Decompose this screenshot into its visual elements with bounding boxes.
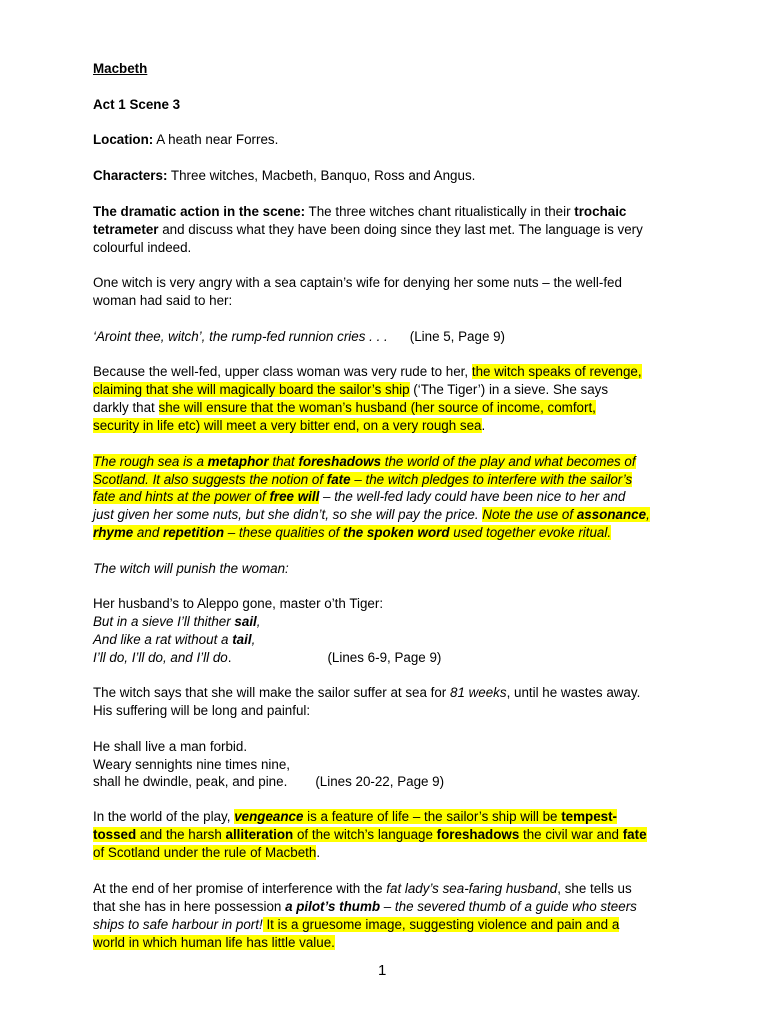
verse-1-line-4 <box>93 649 441 667</box>
term-free-will: free will <box>269 489 320 504</box>
text-run: – the well-fed lady could have been nice to her and <box>319 489 626 504</box>
highlight: It also suggests the notion of <box>148 472 327 487</box>
text-run: (‘The Tiger’) in a sieve. She says <box>409 382 609 397</box>
text-run: , <box>251 632 256 647</box>
text-run: And like a rat without a <box>93 632 233 647</box>
highlight: , <box>646 507 650 522</box>
highlight: – these qualities of <box>224 525 344 540</box>
highlight: world in which human life has little value. <box>93 935 335 950</box>
paragraph-2-line-1: One witch is very angry with a sea captain’s wife for denying her some nuts – the well-fed <box>93 275 622 290</box>
highlight: fate and hints at the power of <box>93 489 270 504</box>
document-title: Macbeth <box>93 61 148 76</box>
characters-line <box>93 167 475 185</box>
text-run: – the severed thumb of a guide who steers <box>380 899 637 914</box>
text-run: , she tells us <box>557 881 632 896</box>
dramatic-line-1 <box>93 203 626 221</box>
paragraph-4-line-2 <box>93 471 632 489</box>
text-run: The three witches chant ritualistically in their <box>305 204 575 219</box>
paragraph-4-line-1 <box>93 453 636 471</box>
verse-1-line-2 <box>93 613 261 631</box>
term-fate: fate <box>622 827 647 842</box>
paragraph-7-line-3 <box>93 844 320 862</box>
highlight: of Scotland under the rule of Macbeth <box>93 845 317 860</box>
quote-1 <box>93 328 505 346</box>
highlight: claiming that she will magically board the sailor’s ship <box>93 382 410 397</box>
paragraph-8-line-3 <box>93 916 619 934</box>
text-run: , until he wastes away. <box>506 685 641 700</box>
text-run: Because the well-fed, upper class woman was very rude to her, <box>93 364 472 379</box>
term-metaphor: metaphor <box>207 454 269 469</box>
paragraph-6-line-2: His suffering will be long and painful: <box>93 703 311 718</box>
rhyme-tail: tail <box>232 632 252 647</box>
text-run: At the end of her promise of interference with the <box>93 881 387 896</box>
text-run: In the world of the play, <box>93 809 235 824</box>
verse-2-reference: (Lines 20-22, Page 9) <box>315 774 445 789</box>
highlight: the civil war and <box>519 827 623 842</box>
paragraph-4-line-5 <box>93 524 611 542</box>
term-tossed: tossed <box>93 827 137 842</box>
highlight: It is a gruesome image, suggesting violence and pain and a <box>262 917 620 932</box>
quote-reference: (Line 5, Page 9) <box>409 329 506 344</box>
text-run: . <box>316 845 321 860</box>
term-assonance: assonance <box>576 507 647 522</box>
text-run: I’ll do, I’ll do, and I’ll do <box>93 650 228 665</box>
highlight: – the witch pledges to interfere with the sailor’s <box>350 472 633 487</box>
highlight: the witch speaks of revenge, <box>471 364 642 379</box>
text-run: fat lady’s sea-faring husband <box>386 881 558 896</box>
paragraph-3-line-4 <box>93 417 485 435</box>
verse-1-line-3 <box>93 631 255 649</box>
paragraph-5: The witch will punish the woman: <box>93 561 289 576</box>
location-label: Location: <box>93 132 154 147</box>
paragraph-7-line-1 <box>93 808 617 826</box>
characters-label: Characters: <box>93 168 168 183</box>
text-run: and discuss what they have been doing since they last met. The language is very <box>158 222 643 237</box>
text-run: . <box>227 650 232 665</box>
text-run: The witch says that she will make the sailor suffer at sea for <box>93 685 450 700</box>
highlight: security in life etc) will meet a very bitter end, on a very rough sea <box>93 418 482 433</box>
verse-2-line-2: Weary sennights nine times nine, <box>93 757 290 772</box>
paragraph-7-line-2 <box>93 826 647 844</box>
text-run: shall he dwindle, peak, and pine. <box>93 774 288 789</box>
term-tempest: tempest- <box>561 809 618 824</box>
dramatic-line-2 <box>93 221 643 239</box>
highlight: Scotland. <box>93 472 149 487</box>
text-run: darkly that <box>93 400 159 415</box>
scene-heading: Act 1 Scene 3 <box>93 97 181 112</box>
paragraph-6-line-1 <box>93 684 640 702</box>
term-tetrameter: tetrameter <box>93 222 159 237</box>
paragraph-8-line-2 <box>93 898 637 916</box>
term-vengeance: vengeance <box>234 809 304 824</box>
location-line <box>93 131 278 149</box>
text-run: 81 weeks <box>450 685 507 700</box>
page-number: 1 <box>378 962 387 979</box>
paragraph-3-line-2 <box>93 381 608 399</box>
paragraph-2-line-2: woman had said to her: <box>93 293 233 308</box>
term-alliteration: alliteration <box>225 827 294 842</box>
paragraph-8-line-1 <box>93 880 632 898</box>
highlight: Note the use of <box>482 507 577 522</box>
dramatic-line-3: colourful indeed. <box>93 240 192 255</box>
highlight: and <box>133 525 163 540</box>
highlight: used together evoke ritual. <box>449 525 612 540</box>
text-run: ships to safe harbour in port! <box>93 917 263 932</box>
highlight: is a feature of life – the sailor’s ship will be <box>303 809 562 824</box>
term-trochaic: trochaic <box>574 204 627 219</box>
text-run: . <box>481 418 486 433</box>
term-fate: fate <box>326 472 351 487</box>
location-text: A heath near Forres. <box>153 132 279 147</box>
dramatic-label: The dramatic action in the scene: <box>93 204 306 219</box>
paragraph-4-line-4 <box>93 506 650 524</box>
highlight: the world of the play and what becomes of <box>381 454 636 469</box>
term-rhyme: rhyme <box>93 525 134 540</box>
term-foreshadows: foreshadows <box>436 827 520 842</box>
term-spoken-word: the spoken word <box>343 525 450 540</box>
characters-text: Three witches, Macbeth, Banquo, Ross and Angus. <box>167 168 476 183</box>
term-repetition: repetition <box>163 525 225 540</box>
highlight: she will ensure that the woman’s husband (her source of income, comfort, <box>158 400 596 415</box>
term-foreshadows: foreshadows <box>298 454 382 469</box>
highlight: and the harsh <box>136 827 226 842</box>
text-run: But in a sieve I’ll thither <box>93 614 235 629</box>
text-run: that she has in here possession <box>93 899 286 914</box>
verse-1-reference: (Lines 6-9, Page 9) <box>327 650 442 665</box>
verse-1-line-1: Her husband’s to Aleppo gone, master o’th Tiger: <box>93 596 384 611</box>
text-run: , <box>256 614 261 629</box>
paragraph-3-line-3 <box>93 399 596 417</box>
highlight: that <box>268 454 299 469</box>
paragraph-3-line-1 <box>93 363 642 381</box>
rhyme-sail: sail <box>234 614 257 629</box>
highlight: of the witch’s language <box>293 827 437 842</box>
text-run: just given her some nuts, but she didn’t, so she will pay the price. <box>93 507 483 522</box>
verse-2-line-1: He shall live a man forbid. <box>93 739 248 754</box>
verse-2-line-3 <box>93 773 444 791</box>
paragraph-4-line-3 <box>93 488 625 506</box>
quote-text: ‘Aroint thee, witch’, the rump-fed runnion cries . . . <box>93 329 388 344</box>
highlight: The rough sea is a <box>93 454 208 469</box>
paragraph-8-line-4 <box>93 934 335 952</box>
term-pilots-thumb: a pilot’s thumb <box>285 899 381 914</box>
